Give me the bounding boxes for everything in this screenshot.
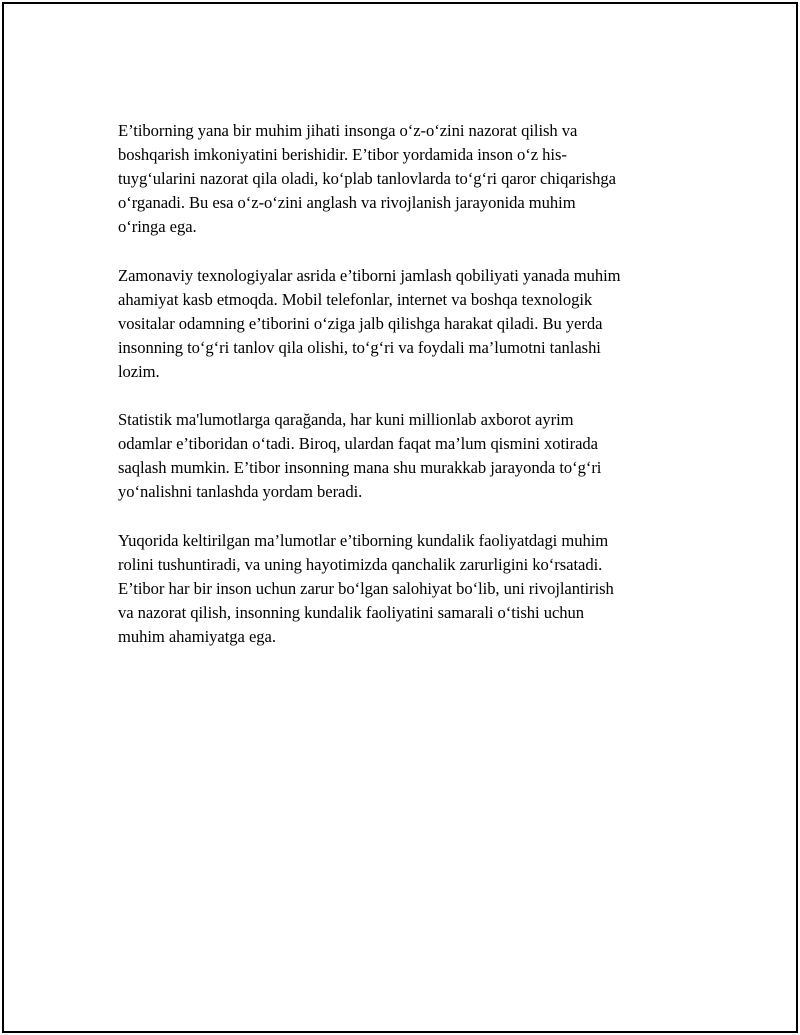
text-line: Zamonaviy texnologiyalar asrida e’tiborni jamlash qobiliyati yanada muhim xyxy=(118,265,621,285)
text-line: yo‘nalishni tanlashda yordam beradi. xyxy=(118,482,363,502)
paragraph-4 xyxy=(118,529,693,649)
text-line: boshqarish imkoniyatini berishidir. E’tibor yordamida inson o‘z his- xyxy=(118,145,567,165)
paragraph-spacer xyxy=(118,384,693,408)
paragraph-spacer xyxy=(118,505,693,529)
text-line: o‘rganadi. Bu esa o‘z-o‘zini anglash va rivojlanish jarayonida muhim xyxy=(118,193,576,213)
text-line: muhim ahamiyatga ega. xyxy=(118,626,276,646)
text-line: o‘ringa ega. xyxy=(118,217,197,237)
text-line: va nazorat qilish, insonning kundalik faoliyatini samarali o‘tishi uchun xyxy=(118,602,585,622)
text-line: Yuqorida keltirilgan ma’lumotlar e’tiborning kundalik faoliyatdagi muhim xyxy=(118,530,609,550)
text-line: E’tibor har bir inson uchun zarur bo‘lgan salohiyat bo‘lib, uni rivojlantirish xyxy=(118,578,614,598)
text-line: insonning to‘g‘ri tanlov qila olishi, to‘g‘ri va foydali ma’lumotni tanlashi xyxy=(118,337,601,357)
text-line: saqlash mumkin. E’tibor insonning mana shu murakkab jarayonda to‘g‘ri xyxy=(118,458,602,478)
text-line: ahamiyat kasb etmoqda. Mobil telefonlar, internet va boshqa texnologik xyxy=(118,289,593,309)
document-body xyxy=(118,119,693,649)
paragraph-3 xyxy=(118,408,693,504)
text-line: Statistik ma'lumotlarga qarağanda, har kuni millionlab axborot ayrim xyxy=(118,410,574,430)
text-line: lozim. xyxy=(118,361,160,381)
text-line: rolini tushuntiradi, va uning hayotimizda qanchalik zarurligini ko‘rsatadi. xyxy=(118,554,603,574)
text-line: vositalar odamning e’tiborini o‘ziga jalb qilishga harakat qiladi. Bu yerda xyxy=(118,313,603,333)
text-line: tuyg‘ularini nazorat qila oladi, ko‘plab tanlovlarda to‘g‘ri qaror chiqarishga xyxy=(118,169,616,189)
paragraph-spacer xyxy=(118,239,693,263)
text-line: odamlar e’tiboridan o‘tadi. Biroq, ulardan faqat ma’lum qismini xotirada xyxy=(118,434,598,454)
paragraph-2 xyxy=(118,264,693,384)
text-line: E’tiborning yana bir muhim jihati insonga o‘z-o‘zini nazorat qilish va xyxy=(118,121,578,140)
paragraph-1 xyxy=(118,119,693,239)
